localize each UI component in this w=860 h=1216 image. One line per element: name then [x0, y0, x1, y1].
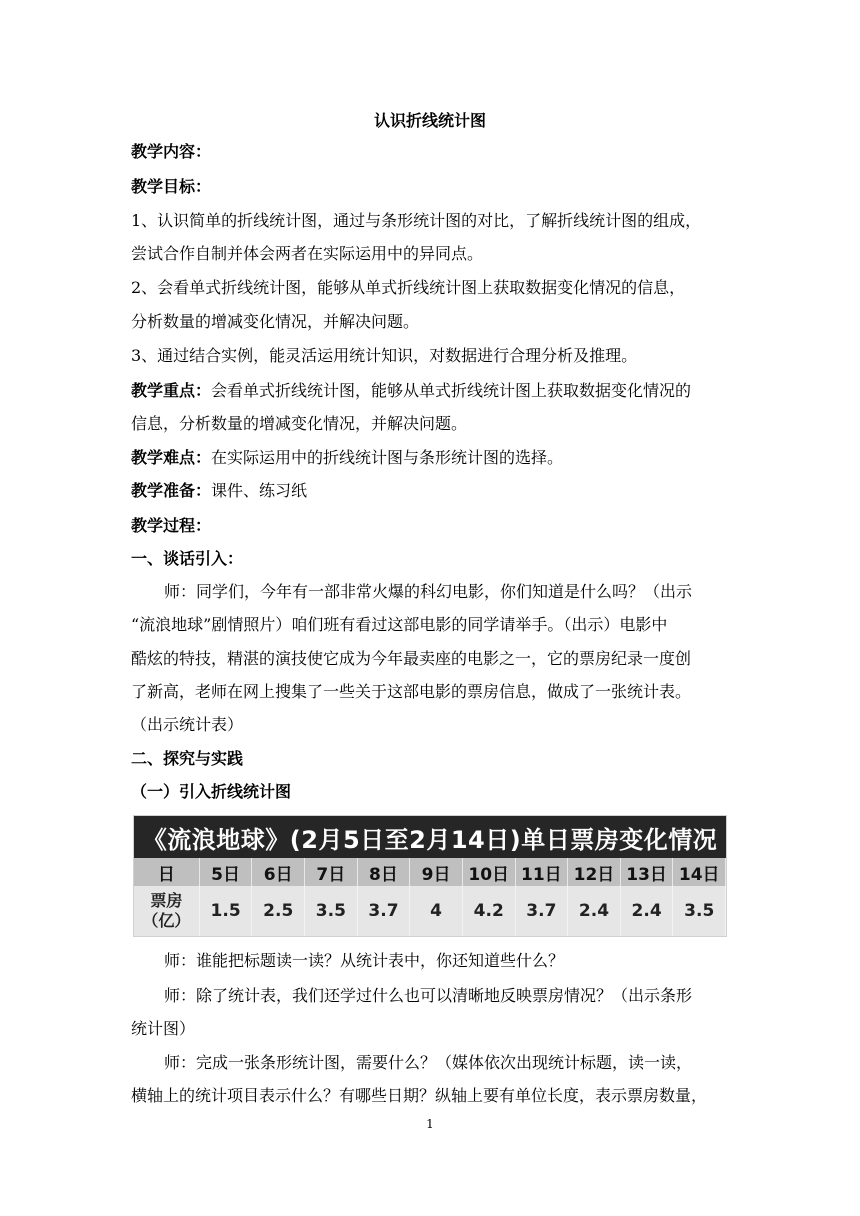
question-2-line-1: 师：除了统计表，我们还学过什么也可以清晰地反映票房情况？（出示条形	[164, 986, 693, 1005]
key-points-text: 会看单式折线统计图，能够从单式折线统计图上获取数据变化情况的	[211, 381, 692, 400]
row-label-line-1: 票房	[150, 891, 183, 910]
question-2-line-2: 统计图）	[131, 1019, 196, 1038]
goal-1-line-1: 1、认识简单的折线统计图，通过与条形统计图的对比，了解折线统计图的组成，	[131, 211, 702, 230]
goal-1-line-2: 尝试合作自制并体会两者在实际运用中的异同点。	[131, 244, 484, 263]
difficulty-label: 教学难点：	[131, 448, 212, 467]
part-1-heading: 一、谈话引入：	[131, 549, 244, 568]
goal-2-line-2: 分析数量的增减变化情况，并解决问题。	[131, 312, 420, 331]
box-office-table	[133, 815, 727, 937]
intro-line-2: “流浪地球”剧情照片）咱们班有看过这部电影的同学请举手。（出示）电影中	[131, 615, 668, 634]
day-cell: 6日	[252, 858, 305, 886]
question-1: 师：谁能把标题读一读？从统计表中，你还知道些什么？	[164, 951, 565, 970]
day-cell: 5日	[200, 858, 253, 886]
value-cell: 2.5	[252, 886, 305, 936]
part-2-heading: 二、探究与实践	[131, 749, 244, 768]
value-cell: 3.7	[358, 886, 411, 936]
content-label: 教学内容：	[131, 142, 212, 161]
intro-line-1: 师：同学们，今年有一部非常火爆的科幻电影，你们知道是什么吗？（出示	[164, 582, 693, 601]
table-header-row	[134, 858, 726, 886]
question-3-line-1: 师：完成一张条形统计图，需要什么？（媒体依次出现统计标题，读一读，	[164, 1053, 693, 1072]
day-cell: 13日	[621, 858, 674, 886]
value-cell: 2.4	[568, 886, 621, 936]
day-cell: 9日	[410, 858, 463, 886]
value-cell: 3.5	[673, 886, 726, 936]
difficulty-paragraph	[131, 448, 563, 468]
value-cell: 3.5	[305, 886, 358, 936]
table-value-row	[134, 886, 726, 936]
value-cell: 3.7	[516, 886, 569, 936]
intro-line-4: 了新高，老师在网上搜集了一些关于这部电影的票房信息，做成了一张统计表。	[131, 682, 692, 701]
preparation-text: 课件、练习纸	[211, 481, 308, 500]
table-title: 《流浪地球》(2月5日至2月14日)单日票房变化情况	[134, 816, 726, 858]
day-cell: 10日	[463, 858, 516, 886]
row-label-line-2: （亿）	[142, 911, 191, 930]
subsection-1-heading: （一）引入折线统计图	[131, 782, 292, 801]
goals-label: 教学目标：	[131, 177, 212, 196]
header-label-cell: 日	[134, 858, 200, 886]
goal-3: 3、通过结合实例，能灵活运用统计知识，对数据进行合理分析及推理。	[131, 346, 638, 365]
value-cell: 4	[410, 886, 463, 936]
process-label: 教学过程：	[131, 516, 212, 535]
intro-line-5: （出示统计表）	[131, 715, 244, 734]
page-number: 1	[426, 1117, 434, 1131]
day-cell: 8日	[358, 858, 411, 886]
day-cell: 12日	[568, 858, 621, 886]
value-cell: 2.4	[621, 886, 674, 936]
preparation-paragraph	[131, 481, 307, 501]
day-cell: 7日	[305, 858, 358, 886]
intro-line-3: 酷炫的特技，精湛的演技使它成为今年最卖座的电影之一，它的票房纪录一度创	[131, 649, 692, 668]
key-points-line-2: 信息，分析数量的增减变化情况，并解决问题。	[131, 414, 468, 433]
value-cell: 4.2	[463, 886, 516, 936]
value-cell: 1.5	[200, 886, 253, 936]
day-cell: 14日	[673, 858, 726, 886]
day-cell: 11日	[516, 858, 569, 886]
question-3-line-2: 横轴上的统计项目表示什么？有哪些日期？纵轴上要有单位长度，表示票房数量，	[131, 1086, 708, 1105]
goal-2-line-1: 2、会看单式折线统计图，能够从单式折线统计图上获取数据变化情况的信息，	[131, 278, 686, 297]
difficulty-text: 在实际运用中的折线统计图与条形统计图的选择。	[211, 448, 564, 467]
key-points-paragraph	[131, 381, 691, 401]
document-title: 认识折线统计图	[373, 111, 486, 130]
key-points-label: 教学重点：	[131, 381, 212, 400]
row-label-cell	[134, 886, 200, 936]
preparation-label: 教学准备：	[131, 481, 212, 500]
